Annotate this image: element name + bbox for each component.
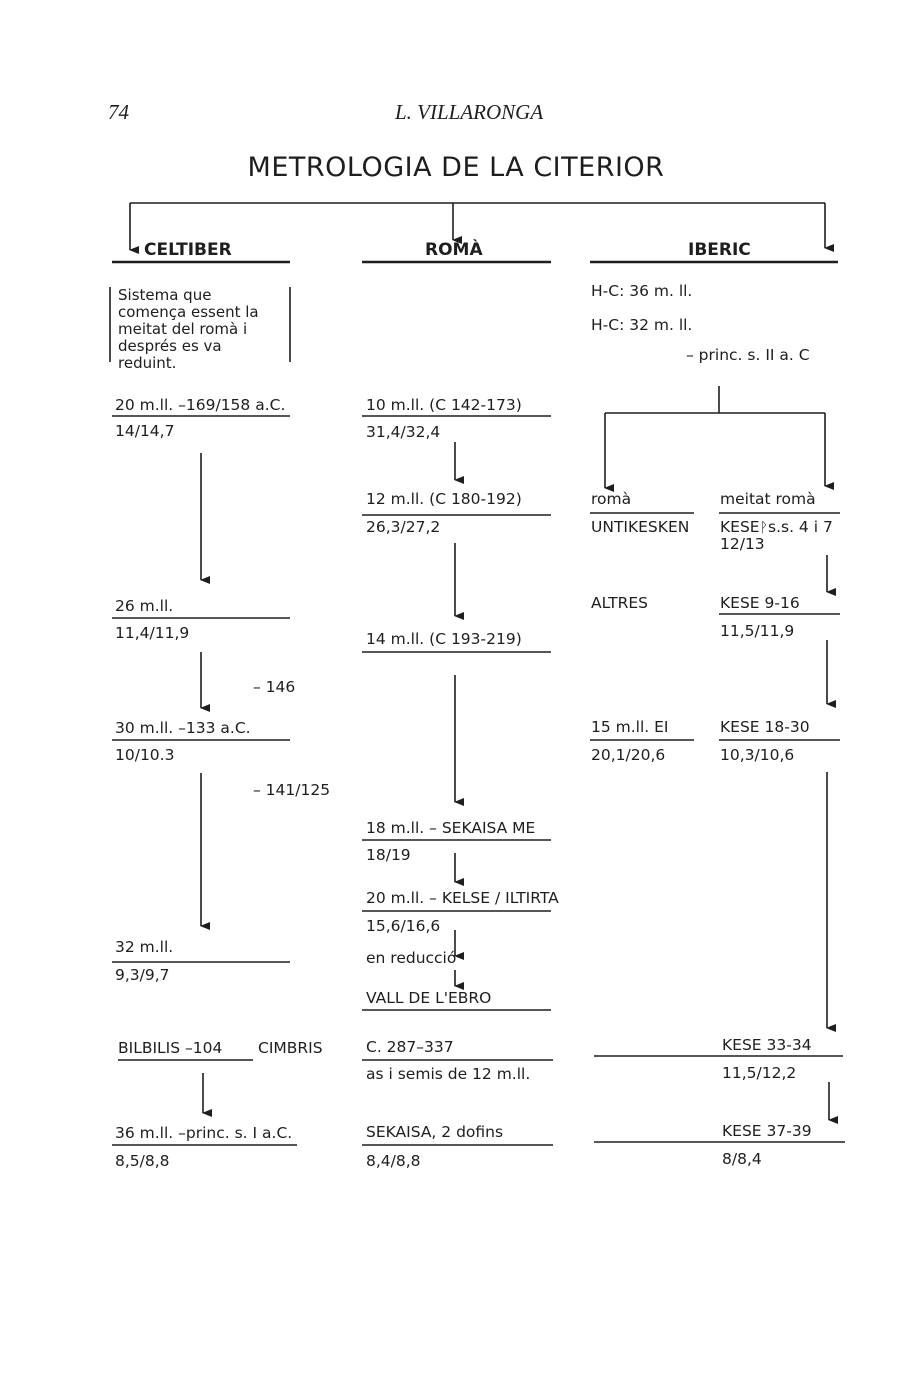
iberic-kese-frac: 12/13 (720, 535, 765, 553)
roma-entry-18ml: 18 m.ll. – SEKAISA ME (366, 819, 536, 837)
iberic-kese-9-16: KESE 9-16 (720, 594, 800, 612)
celtiber-date-141: – 141/125 (253, 781, 331, 799)
iberic-altres: ALTRES (591, 594, 648, 612)
column-header-iberic: IBERIC (688, 240, 751, 260)
roma-entry-sekaisa: SEKAISA, 2 dofins (366, 1123, 504, 1141)
iberic-15ml-ei-weight: 20,1/20,6 (591, 746, 666, 764)
roma-entry-c287: C. 287–337 (366, 1038, 454, 1056)
celtiber-entry-36ml: 36 m.ll. –princ. s. I a.C. (115, 1124, 293, 1142)
roma-entry-as-semis: as i semis de 12 m.ll. (366, 1065, 531, 1083)
iberic-hc-36: H-C: 36 m. ll. (591, 282, 693, 300)
page-number: 74 (108, 100, 129, 124)
celtiber-cimbris: CIMBRIS (258, 1039, 323, 1057)
roma-reduccio: en reducció (366, 949, 457, 967)
roma-entry-12ml: 12 m.ll. (C 180-192) (366, 490, 522, 508)
roma-entry-sekaisa-weight: 8,4/8,8 (366, 1152, 421, 1170)
iberic-hc-32: H-C: 32 m. ll. (591, 316, 693, 334)
iberic-untikesken: UNTIKESKEN (591, 518, 690, 536)
roma-entry-20ml-weight: 15,6/16,6 (366, 917, 441, 935)
iberic-kese-37-39: KESE 37-39 (722, 1122, 812, 1140)
celtiber-entry-30ml: 30 m.ll. –133 a.C. (115, 719, 251, 737)
celtiber-entry-20ml-weight: 14/14,7 (115, 422, 175, 440)
celtiber-entry-36ml-weight: 8,5/8,8 (115, 1152, 170, 1170)
celtiber-date-146: – 146 (253, 678, 296, 696)
iberic-kese-9-16-weight: 11,5/11,9 (720, 622, 795, 640)
celtiber-entry-20ml: 20 m.ll. –169/158 a.C. (115, 396, 286, 414)
running-head-author: L. VILLARONGA (395, 100, 544, 124)
celtiber-entry-32ml: 32 m.ll. (115, 938, 174, 956)
celtiber-bilbilis: BILBILIS –104 (118, 1039, 223, 1057)
celtiber-system-note: Sistema que comença essent la meitat del romà i després es va reduint. (118, 286, 259, 372)
roma-entry-10ml: 10 m.ll. (C 142-173) (366, 396, 522, 414)
page-title: METROLOGIA DE LA CITERIOR (247, 152, 665, 183)
roma-entry-12ml-weight: 26,3/27,2 (366, 518, 441, 536)
roma-vall-ebro: VALL DE L'EBRO (366, 989, 492, 1007)
celtiber-entry-26ml: 26 m.ll. (115, 597, 174, 615)
roma-entry-18ml-weight: 18/19 (366, 846, 411, 864)
iberic-princ-s-ii: – princ. s. II a. C (686, 346, 810, 364)
iberic-kese-18-30: KESE 18-30 (720, 718, 810, 736)
iberic-roma-head: romà (591, 490, 632, 508)
celtiber-entry-30ml-weight: 10/10.3 (115, 746, 175, 764)
column-header-celtiber: CELTIBER (144, 240, 232, 260)
iberic-kese-label: KESE (720, 518, 760, 536)
iberic-kese-glyph: ᚹ (759, 520, 768, 536)
iberic-kese-18-30-weight: 10,3/10,6 (720, 746, 795, 764)
roma-entry-20ml: 20 m.ll. – KELSE / ILTIRTA (366, 889, 559, 907)
celtiber-entry-32ml-weight: 9,3/9,7 (115, 966, 170, 984)
iberic-kese-ss-label: s.s. 4 i 7 (768, 518, 833, 536)
roma-entry-10ml-weight: 31,4/32,4 (366, 423, 441, 441)
column-header-roma: ROMÀ (425, 240, 483, 260)
iberic-kese-37-39-weight: 8/8,4 (722, 1150, 762, 1168)
iberic-kese-33-34-weight: 11,5/12,2 (722, 1064, 797, 1082)
roma-entry-14ml: 14 m.ll. (C 193-219) (366, 630, 522, 648)
celtiber-entry-26ml-weight: 11,4/11,9 (115, 624, 190, 642)
iberic-kese-33-34: KESE 33-34 (722, 1036, 812, 1054)
iberic-meitat-roma: meitat romà (720, 490, 816, 508)
iberic-15ml-ei: 15 m.ll. EI (591, 718, 669, 736)
